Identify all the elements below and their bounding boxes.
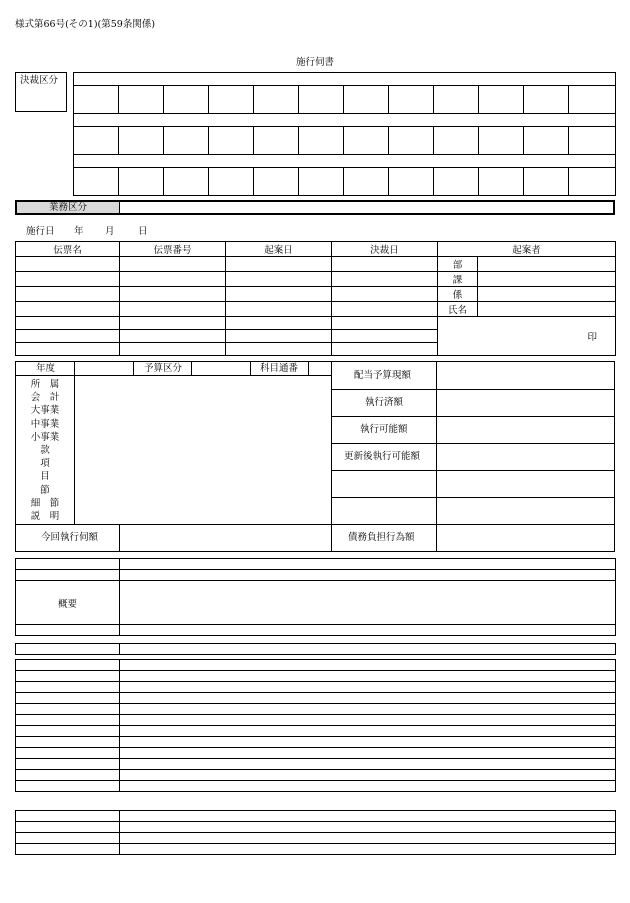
col-header: 決裁日 (332, 242, 438, 257)
gyomu-kubun-box (15, 200, 615, 215)
shikou-date-month: 月 (105, 226, 115, 237)
budget-item: 款 (40, 445, 50, 457)
page-title: 施行伺書 (296, 57, 335, 68)
budget-header-row (16, 362, 331, 376)
approval-stamp-row (74, 127, 616, 155)
budget-item: 細 節 (30, 497, 60, 509)
gaiyo-label: 概要 (16, 581, 120, 625)
single-row-table (15, 643, 616, 655)
budget-item: 小事業 (30, 431, 60, 443)
shikou-date-day: 日 (138, 226, 148, 237)
form-id: 様式第66号(その1)(第59条関係) (15, 19, 156, 30)
detail-rows-table (15, 659, 616, 792)
shikou-zumi-label: 執行済額 (365, 397, 404, 408)
gyomu-kubun-label: 業務区分 (49, 202, 88, 213)
gyomu-kubun-label-cell (17, 202, 120, 213)
budget-block (15, 361, 615, 552)
drafter-field-label: 課 (438, 272, 478, 287)
kessai-kubun-label: 決裁区分 (20, 75, 59, 86)
haito-yosan-label: 配当予算現額 (354, 370, 412, 381)
drafter-field-label: 部 (438, 257, 478, 272)
budget-item: 説 明 (30, 511, 60, 523)
koushin-shikou-kanou-label: 更新後執行可能額 (344, 451, 421, 462)
approval-grid (73, 72, 616, 196)
col-header: 起案日 (226, 242, 332, 257)
konkai-label: 今回執行伺額 (41, 532, 99, 543)
drafter-field-label: 係 (438, 287, 478, 302)
voucher-table (15, 241, 616, 356)
saimu-label: 債務負担行為額 (348, 532, 415, 543)
approval-stamp-row (74, 86, 616, 114)
budget-item: 会 計 (30, 392, 60, 404)
budget-item: 所 属 (30, 379, 60, 390)
budget-item: 目 (40, 471, 50, 483)
budget-item: 項 (40, 458, 50, 470)
col-header: 伝票名 (16, 242, 120, 257)
seal-label: 印 (570, 317, 616, 356)
budget-kubun-label: 予算区分 (144, 363, 183, 374)
budget-item: 大事業 (30, 405, 60, 417)
budget-item: 節 (40, 484, 50, 496)
col-header: 起案者 (438, 242, 616, 257)
drafter-field-label: 氏名 (438, 302, 478, 317)
approval-title-row (74, 155, 616, 168)
approval-stamp-row (74, 168, 616, 196)
budget-items-column (16, 375, 75, 525)
shikou-date-year: 年 (74, 226, 84, 237)
kamoku-tsuban-label: 科目通番 (260, 363, 299, 374)
approval-title-row (74, 73, 616, 86)
budget-item: 中事業 (30, 418, 60, 430)
col-header: 伝票番号 (120, 242, 226, 257)
bottom-rows-table (15, 810, 616, 855)
gaiyo-table (15, 558, 616, 636)
kessai-kubun-box (15, 72, 67, 112)
year-label: 年度 (36, 363, 56, 374)
shikou-kanou-label: 執行可能額 (360, 424, 408, 435)
approval-title-row (74, 114, 616, 127)
shikou-date-label: 施行日 (26, 226, 55, 237)
